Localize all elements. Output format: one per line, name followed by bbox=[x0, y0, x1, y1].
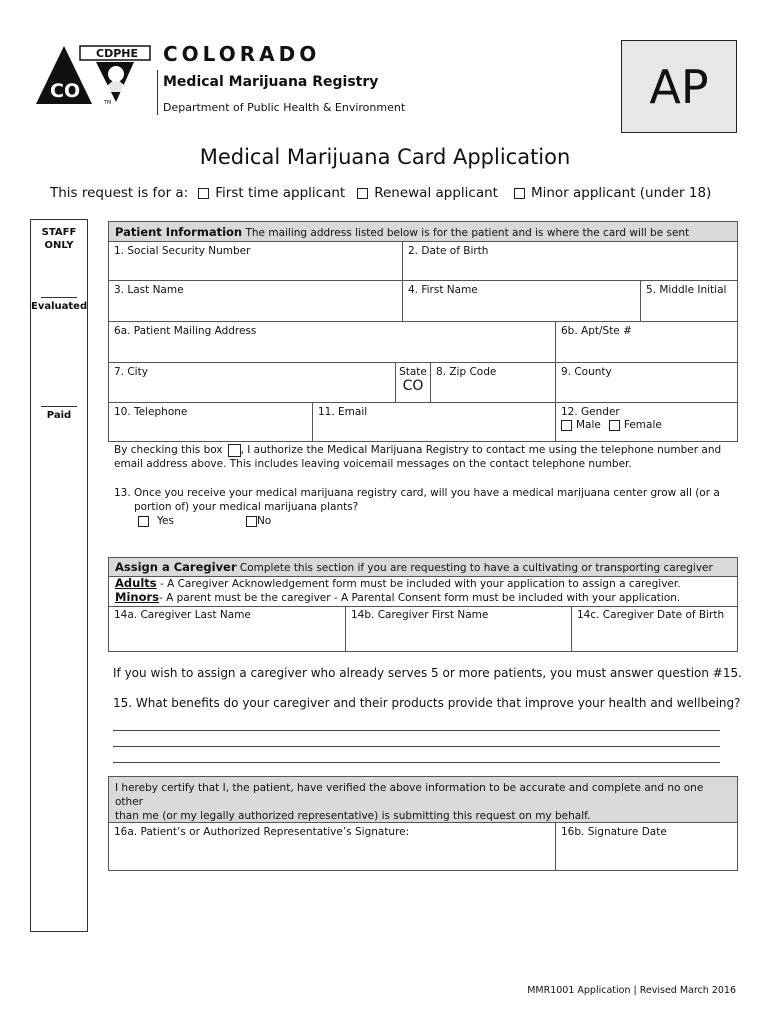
q13-no-label: No bbox=[256, 515, 272, 527]
telephone-field[interactable] bbox=[109, 403, 313, 441]
state-field bbox=[396, 363, 431, 403]
adults-text: - A Caregiver Acknowledgement form must be included with your application to assign a caregiver. bbox=[156, 578, 681, 590]
caregiver-header-title: Assign a Caregiver bbox=[115, 560, 237, 574]
middle-initial-field[interactable] bbox=[641, 281, 737, 322]
middle-initial-label: 5. Middle Initial bbox=[646, 284, 727, 296]
caregiver-first-name-field[interactable] bbox=[346, 606, 572, 651]
consent-text-a: By checking this box bbox=[114, 444, 223, 456]
patient-information-section bbox=[108, 221, 738, 442]
state-label: State bbox=[399, 366, 427, 378]
q13-line2: portion of) your medical marijuana plants? bbox=[134, 501, 359, 513]
ssn-label: 1. Social Security Number bbox=[114, 245, 251, 257]
first-name-label: 4. First Name bbox=[408, 284, 478, 296]
caregiver-adults-note bbox=[115, 576, 681, 591]
certify-line-1: I hereby certify that I, the patient, have verified the above information to be accurate and complete and no one other bbox=[115, 782, 704, 808]
staff-only-column bbox=[30, 219, 88, 932]
request-prefix: This request is for a: bbox=[50, 185, 189, 201]
form-code: AP bbox=[649, 59, 709, 114]
renewal-label: Renewal applicant bbox=[374, 185, 498, 201]
signature-label: 16a. Patient’s or Authorized Representative’s Signature: bbox=[114, 826, 410, 838]
logo-badge: CDPHE bbox=[96, 47, 138, 60]
last-name-label: 3. Last Name bbox=[114, 284, 184, 296]
paid-label: Paid bbox=[46, 410, 72, 421]
q15-answer-line-3[interactable] bbox=[113, 762, 720, 763]
cdphe-logo bbox=[34, 42, 152, 108]
county-label: 9. County bbox=[561, 366, 612, 378]
consent-text-b: , I authorize the Medical Marijuana Registry to contact me using the telephone number and bbox=[240, 444, 722, 456]
q15-answer-line-2[interactable] bbox=[113, 746, 720, 747]
zip-label: 8. Zip Code bbox=[436, 366, 497, 378]
logo-divider bbox=[157, 70, 158, 115]
city-label: 7. City bbox=[114, 366, 148, 378]
logo-title: COLORADO bbox=[163, 42, 321, 66]
staff-label: STAFF bbox=[41, 227, 77, 238]
first-name-field[interactable] bbox=[403, 281, 641, 322]
mailing-address-label: 6a. Patient Mailing Address bbox=[114, 325, 257, 337]
apt-label: 6b. Apt/Ste # bbox=[561, 325, 632, 337]
logo-state: CO bbox=[50, 80, 81, 102]
minors-text: - A parent must be the caregiver - A Parental Consent form must be included with your application. bbox=[159, 592, 681, 604]
caregiver-first-name-label: 14b. Caregiver First Name bbox=[351, 609, 489, 621]
q13-no-checkbox[interactable] bbox=[246, 516, 257, 527]
patient-header-title: Patient Information bbox=[115, 225, 243, 239]
caregiver-minors-note bbox=[115, 590, 680, 605]
zip-field[interactable] bbox=[431, 363, 556, 403]
ssn-field[interactable] bbox=[109, 242, 403, 281]
page-title: Medical Marijuana Card Application bbox=[199, 145, 571, 169]
q13-yes-label: Yes bbox=[157, 515, 174, 527]
minor-checkbox[interactable] bbox=[514, 188, 525, 199]
logo-trademark: TM bbox=[104, 100, 112, 106]
telephone-label: 10. Telephone bbox=[114, 406, 188, 418]
q13-yes-checkbox[interactable] bbox=[138, 516, 149, 527]
certification-section bbox=[108, 776, 738, 871]
caregiver-section bbox=[108, 557, 738, 652]
female-checkbox[interactable] bbox=[609, 420, 620, 431]
patient-header-text: The mailing address listed below is for the patient and is where the card will be sent bbox=[245, 227, 690, 239]
male-checkbox[interactable] bbox=[561, 420, 572, 431]
email-field[interactable] bbox=[313, 403, 556, 441]
email-label: 11. Email bbox=[318, 406, 368, 418]
certify-line-2: than me (or my legally authorized representative) is submitting this request on my behalf. bbox=[115, 810, 591, 822]
gender-field bbox=[556, 403, 737, 441]
male-label: Male bbox=[576, 419, 601, 431]
request-type-row bbox=[50, 185, 711, 201]
county-field[interactable] bbox=[556, 363, 737, 403]
consent-text-c: email address above. This includes leaving voicemail messages on the contact telephone number. bbox=[114, 458, 632, 470]
renewal-checkbox[interactable] bbox=[357, 188, 368, 199]
contact-consent bbox=[114, 443, 736, 471]
evaluated-line[interactable] bbox=[41, 297, 77, 298]
caregiver-header bbox=[109, 558, 737, 577]
q15-answer-line-1[interactable] bbox=[113, 730, 720, 731]
minors-label: Minors bbox=[115, 590, 159, 604]
caregiver-last-name-label: 14a. Caregiver Last Name bbox=[114, 609, 251, 621]
state-value: CO bbox=[402, 378, 424, 394]
gender-label: 12. Gender bbox=[561, 406, 620, 418]
caregiver-last-name-field[interactable] bbox=[109, 606, 346, 651]
evaluated-label: Evaluated bbox=[31, 301, 88, 312]
caregiver-dob-label: 14c. Caregiver Date of Birth bbox=[577, 609, 725, 621]
question-13 bbox=[114, 486, 736, 528]
question-15-note: If you wish to assign a caregiver who already serves 5 or more patients, you must answer question #15. bbox=[113, 666, 742, 680]
q13-line1: 13. Once you receive your medical marijuana registry card, will you have a medical marijuana center grow all (or a bbox=[114, 487, 720, 499]
form-code-box bbox=[621, 40, 737, 133]
dob-field[interactable] bbox=[403, 242, 737, 281]
logo-subtitle: Medical Marijuana Registry bbox=[163, 74, 379, 90]
certification-statement bbox=[109, 777, 737, 823]
signature-date-label: 16b. Signature Date bbox=[561, 826, 667, 838]
footer: MMR1001 Application | Revised March 2016 bbox=[527, 985, 736, 996]
logo-department: Department of Public Health & Environment bbox=[163, 101, 406, 114]
caregiver-header-text: Complete this section if you are requesting to have a cultivating or transporting caregiver bbox=[239, 562, 713, 574]
first-time-checkbox[interactable] bbox=[198, 188, 209, 199]
first-time-label: First time applicant bbox=[215, 185, 346, 201]
city-field[interactable] bbox=[109, 363, 396, 403]
contact-consent-checkbox[interactable] bbox=[228, 444, 241, 457]
mailing-address-field[interactable] bbox=[109, 322, 556, 363]
signature-field[interactable] bbox=[109, 823, 556, 870]
dob-label: 2. Date of Birth bbox=[408, 245, 489, 257]
adults-label: Adults bbox=[115, 576, 157, 590]
female-label: Female bbox=[623, 419, 662, 431]
question-15: 15. What benefits do your caregiver and their products provide that improve your health and wellbeing? bbox=[113, 696, 741, 710]
apt-field[interactable] bbox=[556, 322, 737, 363]
last-name-field[interactable] bbox=[109, 281, 403, 322]
caregiver-dob-field[interactable] bbox=[572, 606, 737, 651]
signature-date-field[interactable] bbox=[556, 823, 737, 870]
staff-only-label: ONLY bbox=[44, 240, 74, 251]
minor-label: Minor applicant (under 18) bbox=[530, 185, 712, 201]
paid-line[interactable] bbox=[41, 406, 77, 407]
patient-header bbox=[109, 222, 737, 242]
